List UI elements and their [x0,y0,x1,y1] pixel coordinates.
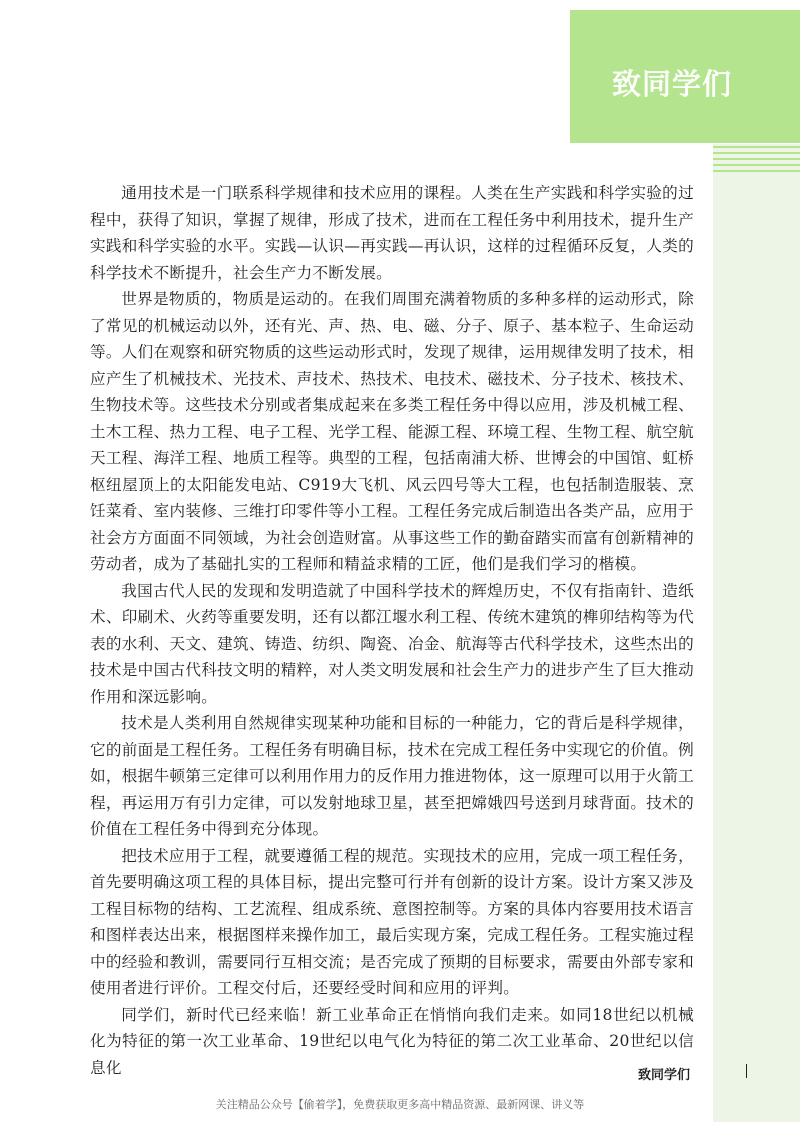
footer-divider [746,1064,747,1078]
paragraph: 世界是物质的，物质是运动的。在我们周围充满着物质的多种多样的运动形式，除了常见的机械运动以外，还有光、声、热、电、磁、分子、原子、基本粒子、生命运动等。人们在观察和研究物质的这些运动形式时，发现了规律，运用规律发明了技术，相应产生了机械技术、光技术、声技术、热技术、电技术、磁技术、分子技术、核技术、生物技术等。这些技术分别或者集成起来在多类工程任务中得以应用，涉及机械工程、土木工程、热力工程、电子工程、光学工程、能源工程、环境工程、生物工程、航空航天工程、海洋工程、地质工程等。典型的工程，包括南浦大桥、世博会的中国馆、虹桥枢纽屋顶上的太阳能发电站、C919大飞机、风云四号等大工程，也包括制造服装、烹饪菜肴、室内装修、三维打印零件等小工程。工程任务完成后制造出各类产品，应用于社会方方面面不同领域，为社会创造财富。从事这些工作的勤奋踏实而富有创新精神的劳动者，成为了基础扎实的工程师和精益求精的工匠，他们是我们学习的楷模。 [90,290,694,573]
paragraph: 技术是人类利用自然规律实现某种功能和目标的一种能力，它的背后是科学规律，它的前面是工程任务。工程任务有明确目标，技术在完成工程任务中实现它的价值。例如，根据牛顿第三定律可以利用作用力的反作用力推进物体，这一原理可以用于火箭工程，再运用万有引力定律，可以发射地球卫星，甚至把嫦娥四号送到月球背面。技术的价值在工程任务中得到充分体现。 [90,714,694,838]
watermark-text: 关注精品公众号【偷着学】，免费获取更多高中精品资源、最新网课、讲义等 [215,1098,585,1111]
body-text [90,180,694,1081]
paragraph: 通用技术是一门联系科学规律和技术应用的课程。人类在生产实践和科学实验的过程中，获得了知识，掌握了规律，形成了技术，进而在工程任务中利用技术，提升生产实践和科学实验的水平。实践—认识—再实践—再认识，这样的过程循环反复，人类的科学技术不断提升，社会生产力不断发展。 [90,184,694,282]
page-title: 致同学们 [612,67,733,101]
running-footer-title: 致同学们 [637,1068,690,1083]
paragraph: 我国古代人民的发现和发明造就了中国科学技术的辉煌历史，不仅有指南针、造纸术、印刷术、火药等重要发明，还有以都江堰水利工程、传统木建筑的榫卯结构等为代表的水利、天文、建筑、铸造、纺织、陶瓷、冶金、航海等古代科学技术，这些杰出的技术是中国古代科技文明的精粹，对人类文明发展和社会生产力的进步产生了巨大推动作用和深远影响。 [90,581,694,706]
paragraph: 把技术应用于工程，就要遵循工程的规范。实现技术的应用，完成一项工程任务，首先要明确这项工程的具体目标，提出完整可行并有创新的设计方案。设计方案又涉及工程目标物的结构、工艺流程、组成系统、意图控制等。方案的具体内容要用技术语言和图样表达出来，根据图样来操作加工，最后实现方案，完成工程任务。工程实施过程中的经验和教训，需要同行互相交流；是否完成了预期的目标要求，需要由外部专家和使用者进行评价。工程交付后，还要经受时间和应用的评判。 [90,846,694,997]
paragraph: 同学们，新时代已经来临！新工业革命正在悄悄向我们走来。如同18世纪以机械化为特征的第一次工业革命、19世纪以电气化为特征的第二次工业革命、20世纪以信息化 [90,1005,694,1077]
side-decoration-band [713,144,800,1122]
decorative-stripes [713,146,800,176]
